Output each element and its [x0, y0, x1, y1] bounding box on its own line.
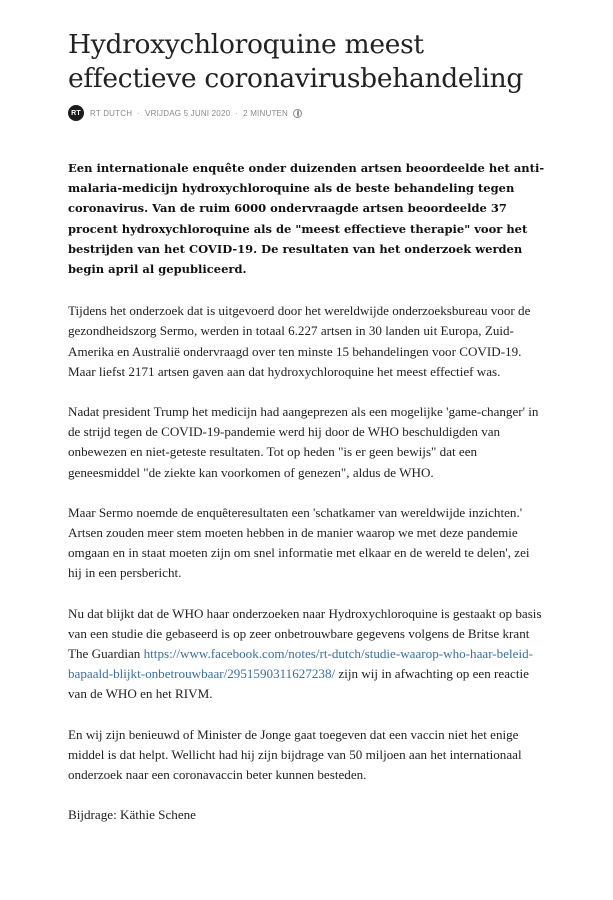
author-avatar[interactable] — [68, 105, 84, 121]
article-paragraph — [68, 604, 546, 705]
article-meta — [68, 104, 546, 122]
author-name[interactable]: RT DUTCH — [90, 108, 133, 118]
article-paragraph: Tijdens het onderzoek dat is uitgevoerd door het wereldwijde onderzoeksbureau voor de gezondheidszorg Sermo, werden in totaal 6.227 artsen in 30 landen uit Europa, Zuid-Amerika en Australië ondervraagd over ten minste 15 behandelingen voor COVID-19. Maar liefst 2171 artsen gaven aan dat hydroxychloroquine het meest effectief was. — [68, 303, 531, 379]
paragraph-text: zijn wij in afwachting op een reactie van de WHO en het RIVM. — [68, 666, 529, 702]
globe-icon — [293, 109, 302, 118]
article-paragraph: Nadat president Trump het medicijn had aangeprezen als een mogelijke 'game-changer' in de strijd tegen de COVID-19-pandemie werd hij door de WHO beschuldigden van onbewezen en niet-geteste resultaten. Tot op heden "is er geen bewijs" dat een geneesmiddel "de ziekte kan voorkomen of genezen", aldus de WHO. — [68, 404, 539, 480]
article-paragraph: Maar Sermo noemde de enquêteresultaten een 'schatkamer van wereldwijde inzichten.' Artsen zouden meer stem moeten hebben in de manier waarop we met deze pandemie omgaan en in staat moeten zijn om snel informatie met elkaar en de wereld te delen', zei hij in een persbericht. — [68, 504, 530, 581]
read-time: 2 MINUTEN — [243, 108, 289, 118]
publish-date: VRIJDAG 5 JUNI 2020 — [145, 108, 231, 118]
meta-separator: · — [235, 108, 239, 118]
article-title: Hydroxychloroquine meest effectieve coronavirusbehandeling — [68, 29, 524, 94]
paragraph-text: Nu dat blijkt dat de WHO haar onderzoeken naar Hydroxychloroquine is gestaakt op basis van een studie die gebaseerd is op zeer onbetrouwbare gegevens volgens de Britse krant The Guardian — [68, 605, 542, 662]
avatar-logo-text: RT — [71, 109, 81, 117]
meta-separator: · — [137, 108, 141, 118]
article-paragraph: En wij zijn benieuwd of Minister de Jonge gaat toegeven dat een vaccin niet het enige middel is dat helpt. Wellicht had hij zijn bijdrage van 50 miljoen aan het internationaal onderzoek naar een coronavaccin beter kunnen besteden. — [68, 726, 522, 783]
article-lead: Een internationale enquête onder duizenden artsen beoordeelde het anti-malaria-medicijn hydroxychloroquine als de beste behandeling tegen coronavirus. Van de ruim 6000 ondervraagde artsen beoordeelde 37 procent hydroxychloroquine als de "meest effectieve therapie" voor het bestrijden van het COVID-19. De resultaten van het onderzoek werden begin april al gepubliceerd. — [68, 161, 545, 277]
article — [68, 28, 546, 825]
article-credit: Bijdrage: Käthie Schene — [68, 807, 196, 823]
facebook-notes-link[interactable]: https://www.facebook.com/notes/rt-dutch/studie-waarop-who-haar-beleid-bapaald-blijkt-onbetrouwbaar/2951590311627238/ — [68, 646, 534, 682]
